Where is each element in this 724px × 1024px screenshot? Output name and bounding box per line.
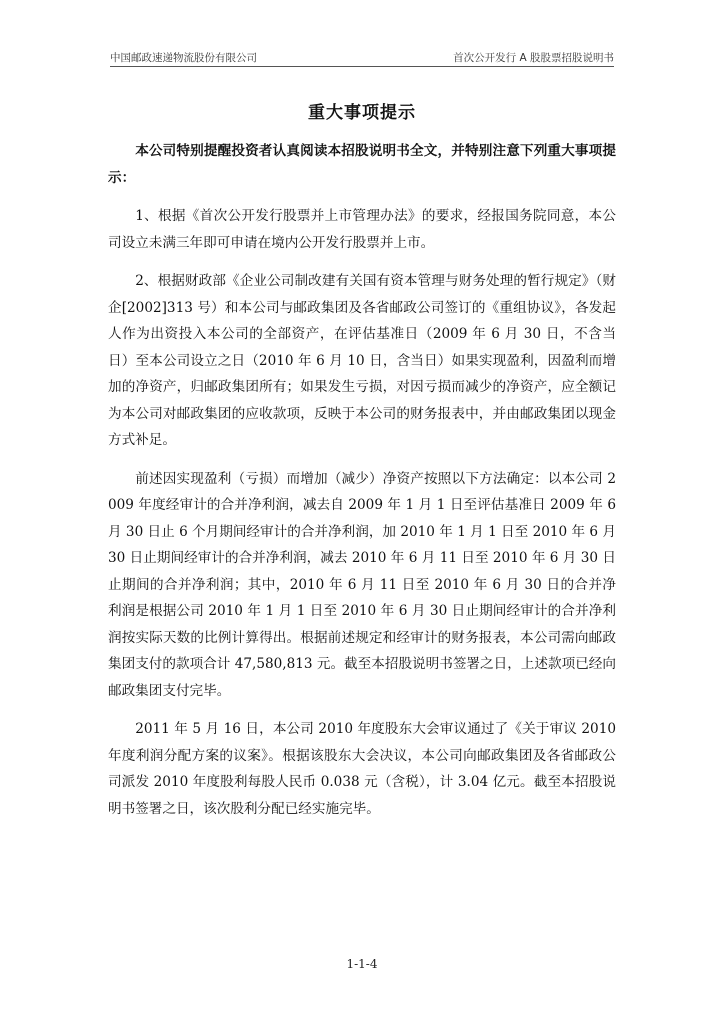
page-header xyxy=(110,50,614,67)
paragraph-net-assets-method: 前述因实现盈利（亏损）而增加（减少）净资产按照以下方法确定：以本公司 2009 年度经审计的合并净利润，减去自 2009 年 1 月 1 日至评估基准日 2009 年 6 月 30 日止 6 个月期间经审计的合并净利润，加 2010 年 1 月 1 日至 2010 年 6 月 30 日止期间经审计的合并净利润，减去 2010 年 6 月 11 日至 2010 年 6 月 30 日止期间的合并净利润；其中，2010 年 6 月 11 日至 2010 年 6 月 30 日的合并净利润是根据公司 2010 年 1 月 1 日至 2010 年 6 月 30 日止期间经审计的合并净利润按实际天数的比例计算得出。根据前述规定和经审计的财务报表，本公司需向邮政集团支付的款项合计 47,580,813 元。截至本招股说明书签署之日，上述款项已经向邮政集团支付完毕。 xyxy=(108,470,616,699)
header-company-name: 中国邮政速递物流股份有限公司 xyxy=(110,52,257,64)
paragraph-item-2: 2、根据财政部《企业公司制改建有关国有资本管理与财务处理的暂行规定》（财企[2002]313 号）和本公司与邮政集团及各省邮政公司签订的《重组协议》，各发起人作为出资投入本公司的全部资产，在评估基准日（2009 年 6 月 30 日，不含当日）至本公司设立之日（2010 年 6 月 10 日，含当日）如果实现盈利，因盈利而增加的净资产，归邮政集团所有；如果发生亏损，对因亏损而减少的净资产，应全额记为本公司对邮政集团的应收款项，反映于本公司的财务报表中，并由邮政集团以现金方式补足。 xyxy=(108,273,616,448)
header-document-title: 首次公开发行 A 股股票招股说明书 xyxy=(453,52,614,64)
paragraph-item-1: 1、根据《首次公开发行股票并上市管理办法》的要求，经报国务院同意，本公司设立未满三年即可申请在境内公开发行股票并上市。 xyxy=(108,208,616,251)
page-number: 1-1-4 xyxy=(346,957,378,971)
page-title: 重大事项提示 xyxy=(308,103,416,123)
document-body xyxy=(108,138,616,834)
intro-paragraph: 本公司特别提醒投资者认真阅读本招股说明书全文，并特别注意下列重大事项提示： xyxy=(108,143,616,186)
paragraph-dividend: 2011 年 5 月 16 日，本公司 2010 年度股东大会审议通过了《关于审议 2010 年度利润分配方案的议案》。根据该股东大会决议，本公司向邮政集团及各省邮政公司派发 2010 年度股利每股人民币 0.038 元（含税），计 3.04 亿元。截至本招股说明书签署之日，该次股利分配已经实施完毕。 xyxy=(108,721,616,817)
